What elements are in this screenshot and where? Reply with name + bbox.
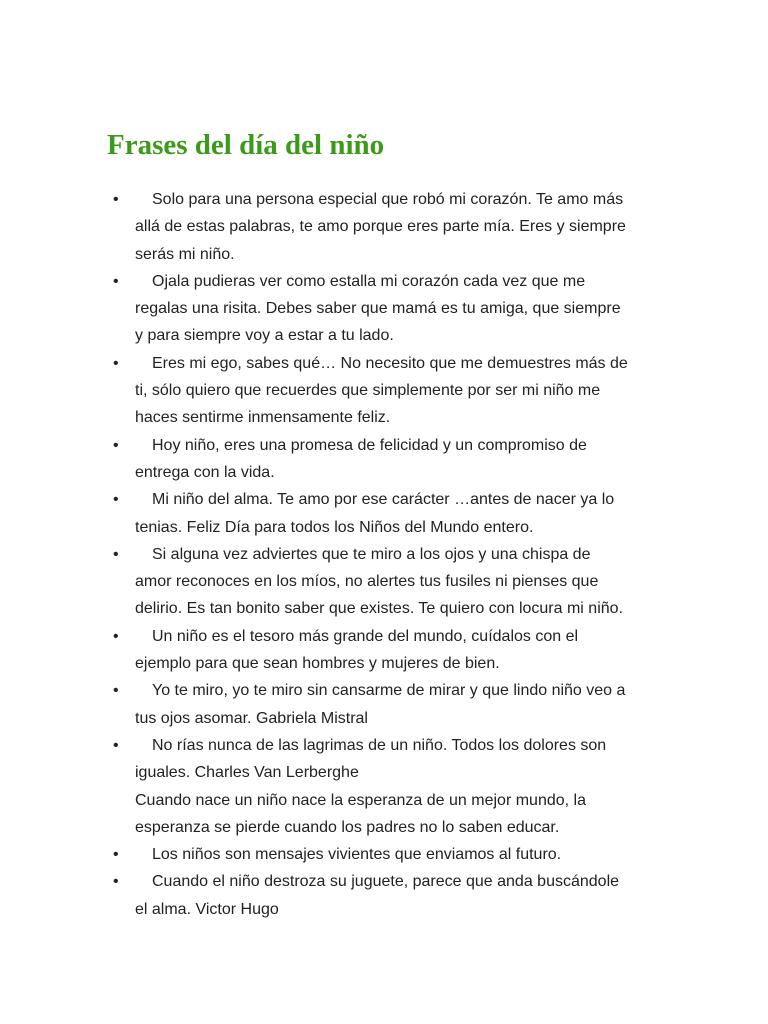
quote-line: Cuando el niño destroza su juguete, parece que anda buscándole — [152, 873, 620, 891]
quote-line: Si alguna vez adviertes que te miro a los ojos y una chispa de — [152, 545, 591, 563]
quote-line: Mi niño del alma. Te amo por ese carácter …antes de nacer ya lo — [152, 491, 615, 509]
quote-line: amor reconoces en los míos, no alertes tus fusiles ni pienses que — [135, 573, 599, 591]
quote-line: ejemplo para que sean hombres y mujeres de bien. — [135, 655, 500, 673]
quote-line: y para siempre voy a estar a tu lado. — [135, 327, 394, 345]
quote-list — [0, 186, 768, 923]
quote-line: iguales. Charles Van Lerberghe — [135, 764, 359, 782]
quote-line: entrega con la vida. — [135, 463, 275, 481]
quote-item — [0, 623, 675, 678]
quote-line: Los niños son mensajes vivientes que enviamos al futuro. — [152, 846, 562, 864]
quote-line: el alma. Victor Hugo — [135, 900, 279, 918]
quote-line: serás mi niño. — [135, 245, 235, 263]
quote-item — [0, 677, 675, 732]
quote-item — [0, 268, 675, 350]
quote-item — [0, 841, 675, 868]
quote-line: Un niño es el tesoro más grande del mundo, cuídalos con el — [152, 627, 579, 645]
quote-item — [0, 186, 675, 268]
quote-line: ti, sólo quiero que recuerdes que simplemente por ser mi niño me — [135, 382, 601, 400]
quote-line: allá de estas palabras, te amo porque eres parte mía. Eres y siempre — [135, 218, 626, 236]
quote-line: Hoy niño, eres una promesa de felicidad y un compromiso de — [152, 436, 587, 454]
bullet-icon: • — [113, 627, 119, 645]
quote-item — [0, 486, 675, 541]
bullet-icon: • — [113, 736, 119, 754]
bullet-icon: • — [113, 191, 119, 208]
bullet-icon: • — [113, 873, 119, 891]
bullet-icon: • — [113, 545, 119, 563]
bullet-icon: • — [113, 436, 119, 454]
quote-item — [0, 868, 675, 923]
bullet-icon: • — [113, 354, 119, 372]
quote-line: No rías nunca de las lagrimas de un niño. Todos los dolores son — [152, 736, 607, 754]
quote-line: delirio. Es tan bonito saber que existes. Te quiero con locura mi niño. — [135, 600, 623, 618]
quote-item — [0, 432, 675, 487]
quote-item — [0, 541, 675, 623]
quote-line: Eres mi ego, sabes qué… No necesito que me demuestres más de — [152, 354, 628, 372]
quote-item — [0, 732, 675, 841]
bullet-icon: • — [113, 846, 119, 864]
quote-line: Cuando nace un niño nace la esperanza de un mejor mundo, la — [135, 791, 586, 809]
quote-line: Ojala pudieras ver como estalla mi corazón cada vez que me — [152, 272, 586, 290]
page-title: Frases del día del niño — [107, 129, 385, 161]
quote-line: tenias. Feliz Día para todos los Niños del Mundo entero. — [135, 518, 534, 536]
quote-line: tus ojos asomar. Gabriela Mistral — [135, 709, 368, 727]
quote-line: haces sentirme inmensamente feliz. — [135, 409, 391, 427]
bullet-icon: • — [113, 491, 119, 509]
quote-line: esperanza se pierde cuando los padres no lo saben educar. — [135, 818, 560, 836]
bullet-icon: • — [113, 272, 119, 290]
quote-line: Yo te miro, yo te miro sin cansarme de mirar y que lindo niño veo a — [152, 682, 626, 700]
quote-line: Solo para una persona especial que robó mi corazón. Te amo más — [152, 191, 624, 208]
quote-line: regalas una risita. Debes saber que mamá es tu amiga, que siempre — [135, 300, 621, 318]
quote-item — [0, 350, 675, 432]
bullet-icon: • — [113, 682, 119, 700]
